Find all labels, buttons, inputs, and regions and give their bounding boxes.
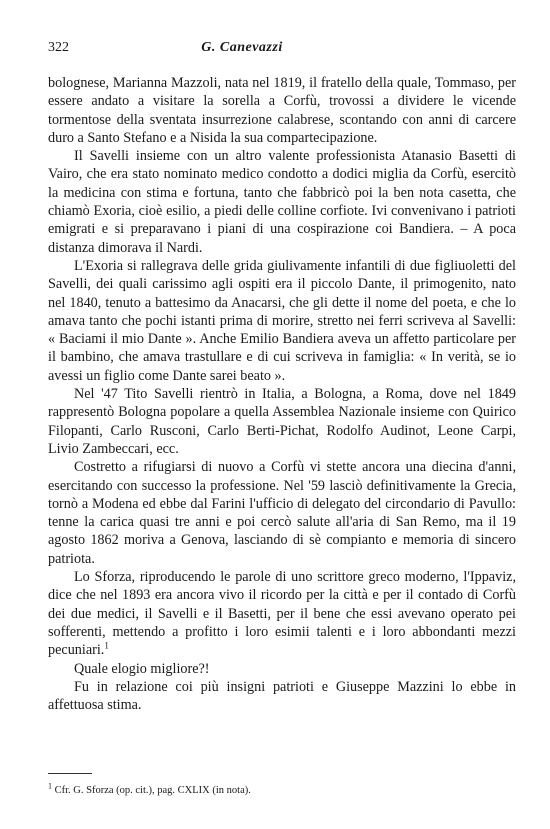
page-number: 322 bbox=[48, 40, 69, 55]
footnote-text: Cfr. G. Sforza (op. cit.), pag. CXLIX (in nota). bbox=[54, 785, 251, 796]
paragraph: Fu in relazione coi più insigni patrioti e Giuseppe Mazzini lo ebbe in affettuosa stima. bbox=[48, 678, 516, 714]
paragraph-text: Lo Sforza, riproducendo le parole di uno scrittore greco moderno, l'Ippaviz, dice che nel 1893 era ancora vivo il ricordo per la città e per il contado di Corfù dei due medici, il Savelli e il Basetti, per il bene che essi avevano operato pei sofferenti, mettendo a profitto i loro esimii talenti e i loro abbondanti mezzi pecuniari. bbox=[48, 569, 516, 659]
paragraph: bolognese, Marianna Mazzoli, nata nel 1819, il fratello della quale, Tommaso, per essere andato a visitare la sorella a Corfù, trovossi a dividere le vicende tormentose della sventata insurrezione calabrese, scontando con anni di carcere duro a Santo Stefano e a Nisida la sua compartecipazione. bbox=[48, 75, 516, 146]
paragraph bbox=[48, 568, 516, 659]
body-text bbox=[48, 74, 516, 714]
footnote bbox=[48, 781, 516, 797]
running-head: G. Canevazzi bbox=[201, 40, 283, 55]
footnote-number: 1 bbox=[48, 781, 52, 791]
page bbox=[48, 40, 516, 714]
paragraph: Quale elogio migliore?! bbox=[74, 660, 210, 677]
paragraph: Il Savelli insieme con un altro valente professionista Atanasio Basetti di Vairo, che era stato nominato medico condotto a dodici miglia da Corfù, esercitò la medicina con stima e fortuna, tanto che fabbricò poi la ben nota casetta, che chiamò Exoria, cioè esilio, a piedi delle colline corfiote. Ivi convenivano i patrioti emigrati e si preparavano i piani di una cospirazione coi Bandiera. – A poca distanza dimorava il Nardi. bbox=[48, 148, 516, 256]
footnote-marker: 1 bbox=[104, 640, 109, 651]
footnote-divider bbox=[48, 773, 92, 774]
paragraph: Costretto a rifugiarsi di nuovo a Corfù vi stette ancora una diecina d'anni, esercitando con successo la professione. Nel '59 lasciò definitivamente la Grecia, tornò a Modena ed ebbe dal Farini l'ufficio di delegato del circondario di Pavullo: tenne la carica quasi tre anni e poi cercò salute all'aria di San Remo, ma il 19 agosto 1862 moriva a Genova, lasciando di sè compianto e memoria di sincero patriota. bbox=[48, 459, 516, 567]
paragraph: Nel '47 Tito Savelli rientrò in Italia, a Bologna, a Roma, dove nel 1849 rappresentò Bologna popolare a quella Assemblea Nazionale insieme con Quirico Filopanti, Carlo Rusconi, Carlo Berti-Pichat, Rodolfo Audinot, Leone Carpi, Livio Zambeccari, ecc. bbox=[48, 386, 516, 457]
page-header bbox=[48, 40, 516, 64]
paragraph: L'Exoria si rallegrava delle grida giulivamente infantili di due figliuoletti del Savelli, dei quali carissimo agli ospiti era il piccolo Dante, il primogenito, nato nel 1840, tenuto a battesimo da Anacarsi, che gli dette il nome del poeta, e che lo amava tanto che pochi istanti prima di morire, stretto nei ferri scriveva al Savelli: « Baciami il mio Dante ». Anche Emilio Bandiera aveva un affetto particolare per il bambino, che amava trastullare e di cui scriveva in famiglia: « In verità, se io avessi un figlio come Dante sarei beato ». bbox=[48, 257, 516, 384]
